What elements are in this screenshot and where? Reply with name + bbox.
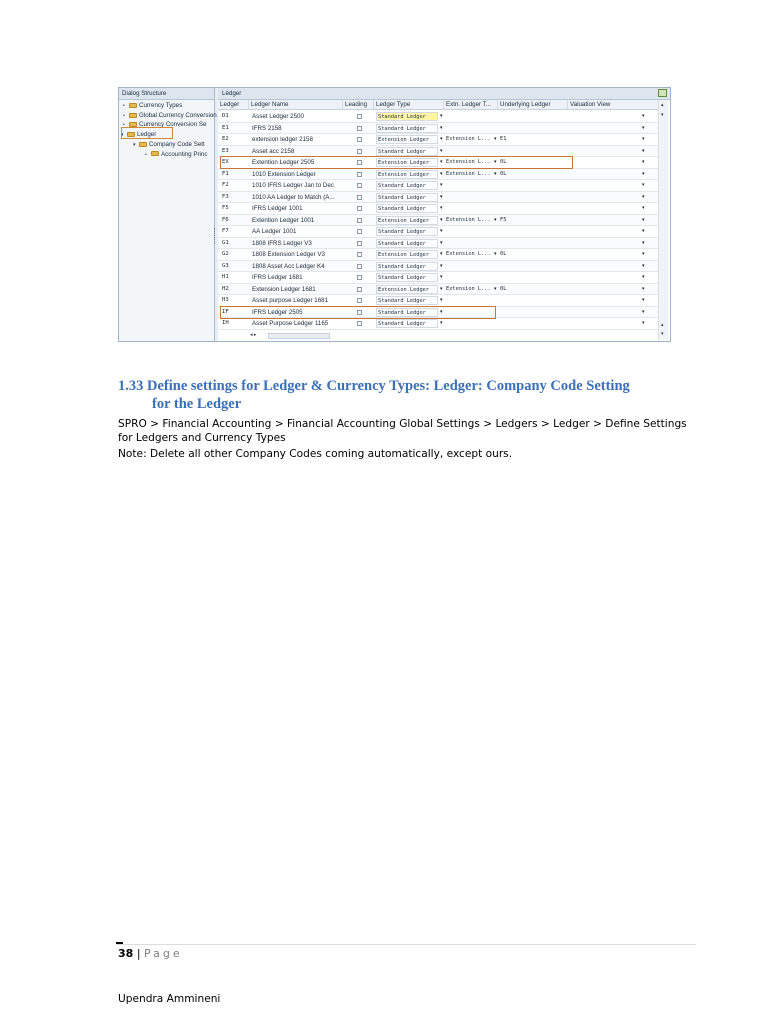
page-word: Page [144,947,183,960]
underlying-ledger-cell[interactable] [500,272,560,283]
table-row[interactable] [218,192,658,204]
ledger-type-dropdown-icon[interactable]: ▾ [440,147,443,154]
tree-toggle-icon[interactable]: • [123,103,125,109]
ledger-type-dropdown[interactable]: Standard Ledger [376,147,438,156]
ledger-type-dropdown[interactable]: Standard Ledger [376,193,438,202]
ledger-code-cell[interactable]: E3 [222,147,229,154]
tree-node-label: Currency Conversion Se [139,121,207,129]
note-text: Note: Delete all other Company Codes coming automatically, except ours. [118,448,513,460]
tree-node[interactable] [123,111,217,121]
tree-node-label: Global Currency Conversion [139,111,217,119]
ledger-type-dropdown-icon[interactable]: ▾ [440,216,443,223]
valuation-view-dropdown-icon[interactable]: ▾ [642,251,645,257]
ledger-name-cell[interactable]: Asset Ledger 2500 [252,113,304,120]
column-settings-icon[interactable] [658,89,667,97]
footer-divider [116,944,696,945]
extn-ledger-type-cell[interactable] [446,192,493,203]
col-header-leading[interactable]: Leading [343,100,374,110]
table-row[interactable] [218,215,658,227]
table-row[interactable] [218,238,658,250]
underlying-ledger-cell[interactable] [500,111,560,122]
underlying-ledger-cell[interactable] [500,123,560,134]
ledger-type-dropdown-icon[interactable]: ▾ [440,113,443,119]
leading-checkbox[interactable] [357,229,362,234]
ledger-type-dropdown[interactable]: Extension Ledger [376,285,438,294]
leading-checkbox[interactable] [357,137,362,142]
valuation-view-dropdown-icon[interactable]: ▾ [642,285,645,292]
extn-ledger-type-cell[interactable] [446,226,493,237]
leading-checkbox[interactable] [357,252,362,257]
vertical-scrollbar[interactable] [658,100,668,340]
underlying-ledger-cell[interactable] [500,180,560,191]
tree-node-label: Currency Types [139,102,183,109]
ledger-code-cell[interactable]: F1 [222,170,229,177]
ledger-type-dropdown[interactable]: Standard Ledger [376,239,438,248]
underlying-ledger-cell[interactable]: 0L [500,159,507,165]
page-separator: | [136,947,141,960]
leading-checkbox[interactable] [357,183,362,188]
ledger-type-dropdown[interactable]: Standard Ledger [376,262,438,271]
extn-ledger-type-cell[interactable]: Extension L... [446,251,491,257]
extn-type-dropdown-icon[interactable]: ▾ [494,159,497,165]
valuation-view-dropdown-icon[interactable]: ▾ [642,216,645,223]
table-row[interactable] [218,169,658,181]
ledger-table-title: Ledger [218,88,670,100]
ledger-name-cell[interactable]: Extension Ledger 1681 [252,285,316,293]
underlying-ledger-cell[interactable] [500,307,560,318]
valuation-view-dropdown-icon[interactable]: ▾ [642,297,645,303]
underlying-ledger-cell[interactable] [500,192,560,203]
table-row[interactable] [218,134,658,146]
underlying-ledger-cell[interactable]: E1 [500,136,507,142]
ledger-type-dropdown-icon[interactable]: ▾ [440,205,443,211]
col-header-ledger-type[interactable]: Ledger Type [374,100,444,110]
ledger-code-cell[interactable]: H3 [222,297,229,303]
ledger-type-dropdown[interactable]: Standard Ledger [376,273,438,282]
extn-type-dropdown-icon[interactable]: ▾ [494,216,497,223]
leading-checkbox[interactable] [357,275,362,280]
table-row[interactable] [218,180,658,192]
col-header-valuation-view[interactable]: Valuation View [568,100,658,110]
valuation-view-dropdown-icon[interactable]: ▾ [642,320,645,326]
valuation-view-dropdown-icon[interactable]: ▾ [642,274,645,280]
leading-checkbox[interactable] [357,149,362,154]
valuation-view-dropdown-icon[interactable]: ▾ [642,113,645,119]
author-name: Upendra Ammineni [118,993,221,1005]
tree-node-label: Accounting Princ [161,150,208,158]
tree-toggle-icon[interactable]: • [123,112,125,119]
ledger-type-dropdown[interactable]: Standard Ledger [376,319,438,328]
ledger-type-dropdown-icon[interactable]: ▾ [440,136,443,142]
ledger-code-cell[interactable]: IH [222,320,229,326]
extn-ledger-type-cell[interactable] [446,111,493,122]
table-row[interactable] [218,284,658,296]
ledger-type-dropdown-icon[interactable]: ▾ [440,182,443,188]
ledger-name-cell[interactable]: Asset acc 2158 [252,147,295,155]
underlying-ledger-cell[interactable]: 0L [500,170,507,177]
ledger-type-dropdown[interactable]: Standard Ledger [376,204,438,213]
ledger-code-cell[interactable]: F5 [222,205,229,211]
ex-row-highlight [220,156,573,169]
if-row-highlight [220,306,496,319]
ledger-name-cell[interactable]: 1010 AA Ledger to Match (A... [252,193,335,201]
dialog-structure-panel [119,88,215,341]
extn-ledger-type-cell[interactable]: Extension L... [446,216,491,223]
underlying-ledger-cell[interactable] [500,146,560,157]
heading-line-2: for the Ledger [152,396,242,412]
underlying-ledger-cell[interactable]: 0L [500,251,507,257]
ledger-type-dropdown-icon[interactable]: ▾ [440,170,443,177]
scroll-down-icon[interactable]: ▾ [661,112,664,118]
valuation-view-dropdown-icon[interactable]: ▾ [642,147,645,154]
underlying-ledger-cell[interactable] [500,226,560,237]
ledger-code-cell[interactable]: E2 [222,136,229,142]
ledger-name-cell[interactable]: IFRS Ledger 1681 [252,274,303,281]
ledger-type-dropdown[interactable]: Extension Ledger [376,170,438,179]
extn-ledger-type-cell[interactable] [446,123,493,134]
leading-checkbox[interactable] [357,218,362,223]
extn-ledger-type-cell[interactable] [446,295,493,306]
page-number-value: 38 [118,947,134,960]
table-row[interactable] [218,226,658,238]
underlying-ledger-cell[interactable] [500,318,560,329]
leading-checkbox[interactable] [357,126,362,131]
ledger-code-cell[interactable]: G1 [222,239,229,246]
folder-icon [129,103,137,108]
extn-type-dropdown-icon[interactable]: ▾ [494,170,497,177]
table-row[interactable] [218,123,658,135]
ledger-name-cell[interactable]: 1808 Extension Ledger V3 [252,251,325,258]
table-row[interactable] [218,272,658,284]
col-header-extn-ledger-type[interactable]: Extn. Ledger T... [444,100,498,110]
table-row[interactable] [218,318,658,330]
ledger-type-dropdown[interactable]: Extension Ledger [376,158,438,167]
extn-ledger-type-cell[interactable]: Extension L... [446,136,491,142]
extn-type-dropdown-icon[interactable]: ▾ [494,251,497,257]
ledger-type-dropdown[interactable]: Extension Ledger [376,216,438,225]
valuation-view-dropdown-icon[interactable]: ▾ [642,205,645,211]
ledger-code-cell[interactable]: G3 [222,262,229,269]
tree-toggle-icon[interactable]: ▾ [121,132,124,139]
leading-checkbox[interactable] [357,195,362,200]
scroll-bottom-up-icon[interactable]: ▴ [661,322,664,328]
ledger-code-cell[interactable]: H2 [222,285,229,292]
ledger-node-highlight [121,127,173,139]
valuation-view-dropdown-icon[interactable]: ▾ [642,228,645,234]
ledger-name-cell[interactable]: IFRS Ledger 1001 [252,205,303,212]
ledger-code-cell[interactable]: F3 [222,193,229,200]
table-row[interactable] [218,261,658,273]
leading-checkbox[interactable] [357,206,362,211]
ledger-type-dropdown[interactable]: Standard Ledger [376,124,438,133]
ledger-type-dropdown-icon[interactable]: ▾ [440,251,443,257]
table-row[interactable] [218,249,658,261]
leading-checkbox[interactable] [357,114,362,119]
folder-icon [139,142,147,147]
col-header-ledger-name[interactable]: Ledger Name [249,100,343,110]
tree-node[interactable] [145,150,207,160]
ledger-type-dropdown-icon[interactable]: ▾ [440,308,443,315]
valuation-view-dropdown-icon[interactable]: ▾ [642,124,645,131]
tree-node-label: Ledger [137,131,157,139]
dialog-structure-title: Dialog Structure [119,88,214,100]
sap-ledger-screenshot [118,87,671,342]
extn-ledger-type-cell[interactable] [446,146,493,157]
scroll-up-icon[interactable]: ▴ [661,102,664,108]
ledger-type-dropdown-icon[interactable]: ▾ [440,320,443,326]
ledger-code-cell[interactable]: F6 [222,216,229,223]
ledger-type-dropdown-icon[interactable]: ▾ [440,124,443,131]
ledger-code-cell[interactable]: G2 [222,251,229,257]
ledger-type-dropdown-icon[interactable]: ▾ [440,274,443,280]
valuation-view-dropdown-icon[interactable]: ▾ [642,136,645,142]
tree-node[interactable] [133,140,205,150]
ledger-type-dropdown-icon[interactable]: ▾ [440,297,443,303]
scroll-bottom-down-icon[interactable]: ▾ [661,331,664,337]
underlying-ledger-cell[interactable] [500,261,560,272]
ledger-name-cell[interactable]: Extention Ledger 2505 [252,159,315,166]
spro-path-text: SPRO > Financial Accounting > Financial Accounting Global Settings > Ledgers > Ledger > Define Settings for Ledgers and Currency Types [118,418,687,444]
underlying-ledger-cell[interactable] [500,238,560,249]
folder-icon [129,113,137,118]
ledger-code-cell[interactable]: F7 [222,228,229,234]
ledger-code-cell[interactable]: IF [222,308,229,315]
ledger-type-dropdown[interactable]: Extension Ledger [376,135,438,144]
leading-checkbox[interactable] [357,321,362,326]
ledger-name-cell[interactable]: 1010 IFRS Ledger Jan to Dec [252,182,334,189]
leading-checkbox[interactable] [357,172,362,177]
ledger-type-dropdown[interactable]: Standard Ledger [376,227,438,236]
underlying-ledger-cell[interactable]: F5 [500,216,507,223]
valuation-view-dropdown-icon[interactable]: ▾ [642,308,645,315]
tree-toggle-icon[interactable]: • [123,122,125,129]
extn-ledger-type-cell[interactable]: Extension L... [446,170,491,177]
valuation-view-dropdown-icon[interactable]: ▾ [642,159,645,165]
table-row[interactable] [218,111,658,123]
ledger-name-cell[interactable]: IFRS Ledger 2505 [252,308,303,316]
extn-type-dropdown-icon[interactable]: ▾ [494,136,497,142]
col-header-underlying-ledger[interactable]: Underlying Ledger [498,100,568,110]
extn-ledger-type-cell[interactable]: Extension L... [446,159,491,165]
ledger-code-cell[interactable]: F2 [222,182,229,188]
valuation-view-dropdown-icon[interactable]: ▾ [642,262,645,269]
extn-ledger-type-cell[interactable] [446,180,493,191]
ledger-type-dropdown-icon[interactable]: ▾ [440,239,443,246]
extn-type-dropdown-icon[interactable]: ▾ [494,285,497,292]
ledger-name-cell[interactable]: Asset Purpose Ledger 1165 [252,320,329,327]
ledger-type-dropdown-icon[interactable]: ▾ [440,159,443,165]
valuation-view-dropdown-icon[interactable]: ▾ [642,239,645,246]
ledger-type-dropdown-icon[interactable]: ▾ [440,228,443,234]
ledger-code-cell[interactable]: EX [222,159,229,165]
ledger-table [218,88,670,341]
page-number [118,947,183,960]
extn-ledger-type-cell[interactable]: Extension L... [446,285,491,292]
underlying-ledger-cell[interactable] [500,203,560,214]
ledger-name-cell[interactable]: 1808 IFRS Ledger V3 [252,239,312,247]
ledger-type-dropdown[interactable]: Standard Ledger [376,308,438,317]
ledger-type-dropdown[interactable]: Standard Ledger [376,181,438,190]
ledger-type-dropdown[interactable]: Standard Ledger [376,296,438,305]
ledger-name-cell[interactable]: IFRS 2158 [252,124,282,132]
tree-node-label: Company Code Sett [149,140,205,148]
tree-node[interactable] [123,101,182,111]
extn-ledger-type-cell[interactable] [446,318,493,329]
tree-toggle-icon[interactable]: • [145,151,147,158]
ledger-code-cell[interactable]: D1 [222,113,229,119]
ledger-type-dropdown[interactable]: Standard Ledger [376,112,438,121]
scroll-left-right-icons[interactable]: ◂ ▸ [250,332,257,338]
extn-ledger-type-cell[interactable] [446,238,493,249]
extn-ledger-type-cell[interactable] [446,261,493,272]
ledger-type-dropdown[interactable]: Extension Ledger [376,250,438,259]
valuation-view-dropdown-icon[interactable]: ▾ [642,170,645,177]
panel-splitter[interactable] [214,228,217,244]
ledger-type-dropdown-icon[interactable]: ▾ [440,193,443,200]
tree-toggle-icon[interactable]: ▾ [133,141,136,148]
leading-checkbox[interactable] [357,298,362,303]
extn-ledger-type-cell[interactable] [446,272,493,283]
heading-line-1: 1.33 Define settings for Ledger & Currency Types: Ledger: Company Code Setting [118,378,630,394]
ledger-code-cell[interactable]: E1 [222,124,229,131]
valuation-view-dropdown-icon[interactable]: ▾ [642,182,645,188]
ledger-name-cell[interactable]: 1010 Extension Ledger [252,170,316,178]
horizontal-scrollbar[interactable] [250,331,330,339]
underlying-ledger-cell[interactable]: 0L [500,285,507,292]
ledger-name-cell[interactable]: 1808 Asset Acc Ledger K4 [252,262,325,270]
table-row[interactable] [218,203,658,215]
leading-checkbox[interactable] [357,241,362,246]
ledger-name-cell[interactable]: AA Ledger 1001 [252,228,297,235]
ledger-code-cell[interactable]: H1 [222,274,229,280]
folder-icon [151,151,159,156]
ledger-type-dropdown-icon[interactable]: ▾ [440,262,443,269]
valuation-view-dropdown-icon[interactable]: ▾ [642,193,645,200]
ledger-name-cell[interactable]: Extention Ledger 1001 [252,216,315,224]
leading-checkbox[interactable] [357,264,362,269]
ledger-name-cell[interactable]: extension ledger 2158 [252,136,313,143]
ledger-type-dropdown-icon[interactable]: ▾ [440,285,443,292]
underlying-ledger-cell[interactable] [500,295,560,306]
leading-checkbox[interactable] [357,287,362,292]
col-header-ledger[interactable]: Ledger [218,100,249,110]
section-heading [118,377,688,413]
ledger-name-cell[interactable]: Asset purpose Ledger 1681 [252,297,329,304]
extn-ledger-type-cell[interactable] [446,203,493,214]
